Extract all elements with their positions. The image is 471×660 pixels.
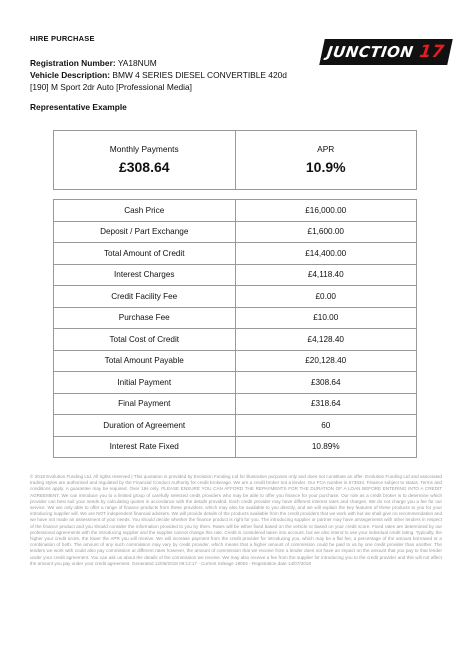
apr-label: APR [317,144,335,154]
row-value: 60 [235,415,417,437]
row-label: Credit Facility Fee [54,286,236,308]
row-label: Duration of Agreement [54,415,236,437]
row-label: Total Amount of Credit [54,243,236,265]
registration-label: Registration Number: [30,58,116,68]
table-row [54,286,417,308]
document-title: HIRE PURCHASE [30,34,95,43]
row-value: £14,400.00 [235,243,417,265]
section-title: Representative Example [30,102,127,112]
row-value: £4,128.40 [235,329,417,351]
dealer-logo [319,39,453,65]
row-label: Cash Price [54,200,236,222]
row-value: £318.64 [235,393,417,415]
row-label: Final Payment [54,393,236,415]
monthly-payments-cell [54,131,236,190]
row-value: £1,600.00 [235,221,417,243]
logo-number: 17 [418,42,446,62]
finance-breakdown-table [53,199,417,458]
monthly-payments-value: £308.64 [118,159,170,175]
table-row [54,243,417,265]
table-row [54,415,417,437]
row-value: £16,000.00 [235,200,417,222]
summary-table [53,130,417,190]
row-value: £10.00 [235,307,417,329]
row-label: Deposit / Part Exchange [54,221,236,243]
row-value: £20,128.40 [235,350,417,372]
apr-value: 10.9% [305,159,346,175]
row-label: Total Cost of Credit [54,329,236,351]
description-line2: [190] M Sport 2dr Auto [Professional Media] [30,82,193,92]
row-label: Purchase Fee [54,307,236,329]
table-row [54,350,417,372]
row-value: £0.00 [235,286,417,308]
table-row [54,329,417,351]
row-label: Initial Payment [54,372,236,394]
logo-text: JUNCTION [326,43,416,61]
row-value: £4,118.40 [235,264,417,286]
table-row [54,264,417,286]
row-label: Interest Rate Fixed [54,436,236,458]
table-row [54,436,417,458]
description-value: BMW 4 SERIES DIESEL CONVERTIBLE 420d [112,70,287,80]
table-row [54,372,417,394]
row-label: Interest Charges [54,264,236,286]
table-row [54,200,417,222]
table-row [54,393,417,415]
table-row [54,221,417,243]
row-value: 10.89% [235,436,417,458]
registration-value: YA18NUM [117,58,157,68]
row-label: Total Amount Payable [54,350,236,372]
table-row [54,307,417,329]
description-label: Vehicle Description: [30,70,111,80]
legal-disclaimer: © 2018 Evolution Funding Ltd. All rights reserved | This quotation is provided by Evolution Funding Ltd for illustration purposes only and does not constitute an offer. Evolution Funding Ltd and associated trading styles are authorised and regulated by the Financial Conduct Authority for credit brokerage. We are a credit broker not a lender. Our FCA number is 673834. Finance subject to status. Terms and conditions apply. A guarantee may be required. Over 18s only. PLEASE ENSURE YOU CAN AFFORD THE REPAYMENTS FOR THE DURATION OF A LOAN BEFORE ENTERING INTO A CREDIT AGREEMENT. We can introduce you to a limited group of carefully selected credit providers who may be able to offer you finance for your purchase. Our role as a credit broker is to determine which provider can best suit your needs by calculating quotes in accordance with the details provided. Each credit provider may have different interest rates and charges. We do not charge you a fee for our service. We are only able to offer a range of finance products from these providers, which may also be available to you directly, and we will explain the key features of these products to you for your introducing supplier will. We are NOT independent financial advisers. We will provide details of the products available from the credit providers that we work with but we shall give no recommendation and we have not made an assessment of your needs. You should decide whether the finance product is right for you. The introducing supplier or partner may have arrangements with other lenders in respect of the finance product and you should consider the information provided to you by them. Rates will be either fixed based on the vehicle or based on your credit score. Fixed rates are determined by our professional agreements with the introducing supplier and the supplier cannot change this rate. Credit is considered taken into account, but we also intend to use your individual credit rating. Typically, the higher your credit score, the lower the APR you will receive. We will increase payment from the credit provider for introducing you, which may be a flat fee, a percentage of the amount borrowed or a combination of both. The amount of any such commission may vary by credit provider, which means that a higher amount of commission could be paid to us by one credit provider than another. The lenders we work with could also pay commission at different rates however, the amount of commission that we receive from a lender does not have an impact on the amount that you pay to that lender under your credit agreement. You can ask us about the details of the commission we receive. We may also receive a fee from the supplier for introducing you to the credit provider and this will not affect the amount you pay under your credit agreement. Generated 12/06/2018 09:12:17 - Current mileage 18004 - Registration date 14/07/2018 [30,474,442,566]
row-value: £308.64 [235,372,417,394]
apr-cell [235,131,417,190]
vehicle-info [30,57,330,93]
monthly-payments-label: Monthly Payments [109,144,179,154]
